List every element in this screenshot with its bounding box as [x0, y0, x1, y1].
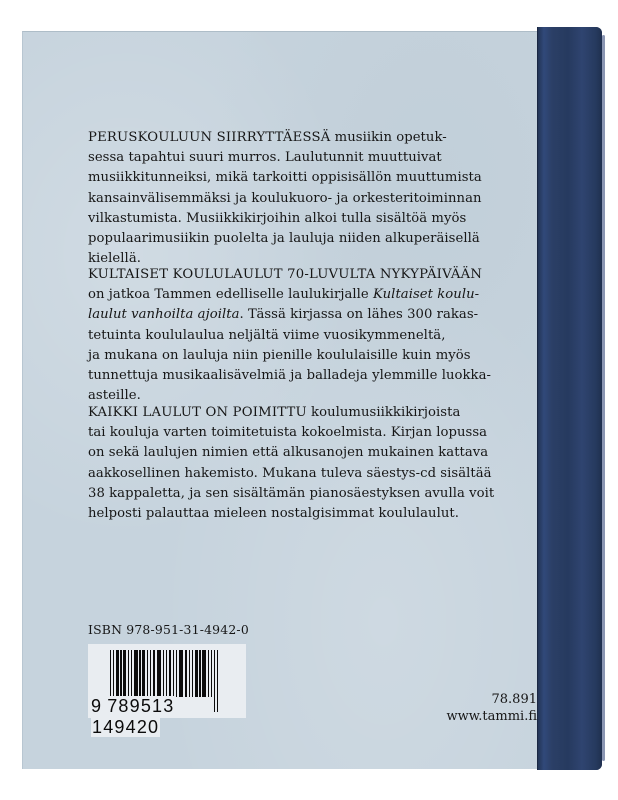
- book-spine: [537, 27, 602, 770]
- text-line: PERUSKOULUUN SIIRRYTTÄESSÄ musiikin opetuk-: [88, 130, 447, 145]
- text-line: musiikkitunneiksi, mikä tarkoitti oppisisällön muuttumista: [88, 170, 482, 186]
- book-title-italic: Kultaiset koulu-: [373, 287, 480, 303]
- text-line: kansainvälisemmäksi ja koulukuoro- ja orkesteritoiminnan: [88, 190, 482, 206]
- text-line: ja mukana on lauluja niin pienille koululaisille kuin myös: [88, 347, 471, 363]
- library-class-number: 78.891: [491, 692, 537, 707]
- text-line: 38 kappaletta, ja sen sisältämän pianosäestyksen avulla voit: [88, 485, 495, 501]
- small-caps-lead: KAIKKI LAULUT ON POIMITTU: [88, 405, 307, 420]
- blurb-paragraph-2: [88, 265, 538, 406]
- small-caps-lead: KULTAISET KOULULAULUT 70-LUVULTA NYKYPÄIVÄÄN: [88, 267, 483, 282]
- text-line: on sekä laulujen nimien että alkusanojen mukainen kattava: [88, 445, 489, 461]
- text-line: populaarimusiikin puolelta ja lauluja niiden alkuperäisellä: [88, 231, 480, 247]
- text-line: on jatkoa Tammen edelliselle laulukirjalle Kultaiset koulu-: [88, 287, 480, 303]
- text-line: sessa tapahtui suuri murros. Laulutunnit muuttuivat: [88, 150, 442, 166]
- text-line: tai kouluja varten toimitetuista kokoelmista. Kirjan lopussa: [88, 425, 488, 441]
- text-line: tunnettuja musikaalisävelmiä ja balladeja ylemmille luokka-: [88, 368, 491, 384]
- publisher-website: www.tammi.fi: [446, 709, 537, 724]
- text-line: aakkosellinen hakemisto. Mukana tuleva säestys-cd sisältää: [88, 465, 492, 481]
- text-line: laulut vanhoilta ajoilta. Tässä kirjassa on lähes 300 rakas-: [88, 307, 479, 323]
- text-line: KAIKKI LAULUT ON POIMITTU koulumusiikkikirjoista: [88, 405, 461, 420]
- text-line: vilkastumista. Musiikkikirjoihin alkoi tulla sisältöä myös: [88, 210, 467, 226]
- text-line: kielellä.: [88, 251, 141, 267]
- isbn-label: ISBN 978-951-31-4942-0: [88, 622, 249, 637]
- text-line: helposti palauttaa mieleen nostalgisimmat koululaulut.: [88, 506, 460, 522]
- barcode: [88, 644, 246, 737]
- text-line: asteille.: [88, 388, 141, 404]
- blurb-paragraph-1: [88, 128, 538, 269]
- text-line: tetuinta koululaulua neljältä viime vuosikymmeneltä,: [88, 327, 446, 343]
- small-caps-lead: PERUSKOULUUN SIIRRYTTÄESSÄ: [88, 130, 331, 145]
- book-title-italic: laulut vanhoilta ajoilta: [88, 307, 240, 323]
- barcode-number: 9 789513149420: [91, 696, 175, 737]
- blurb-paragraph-3: [88, 403, 538, 524]
